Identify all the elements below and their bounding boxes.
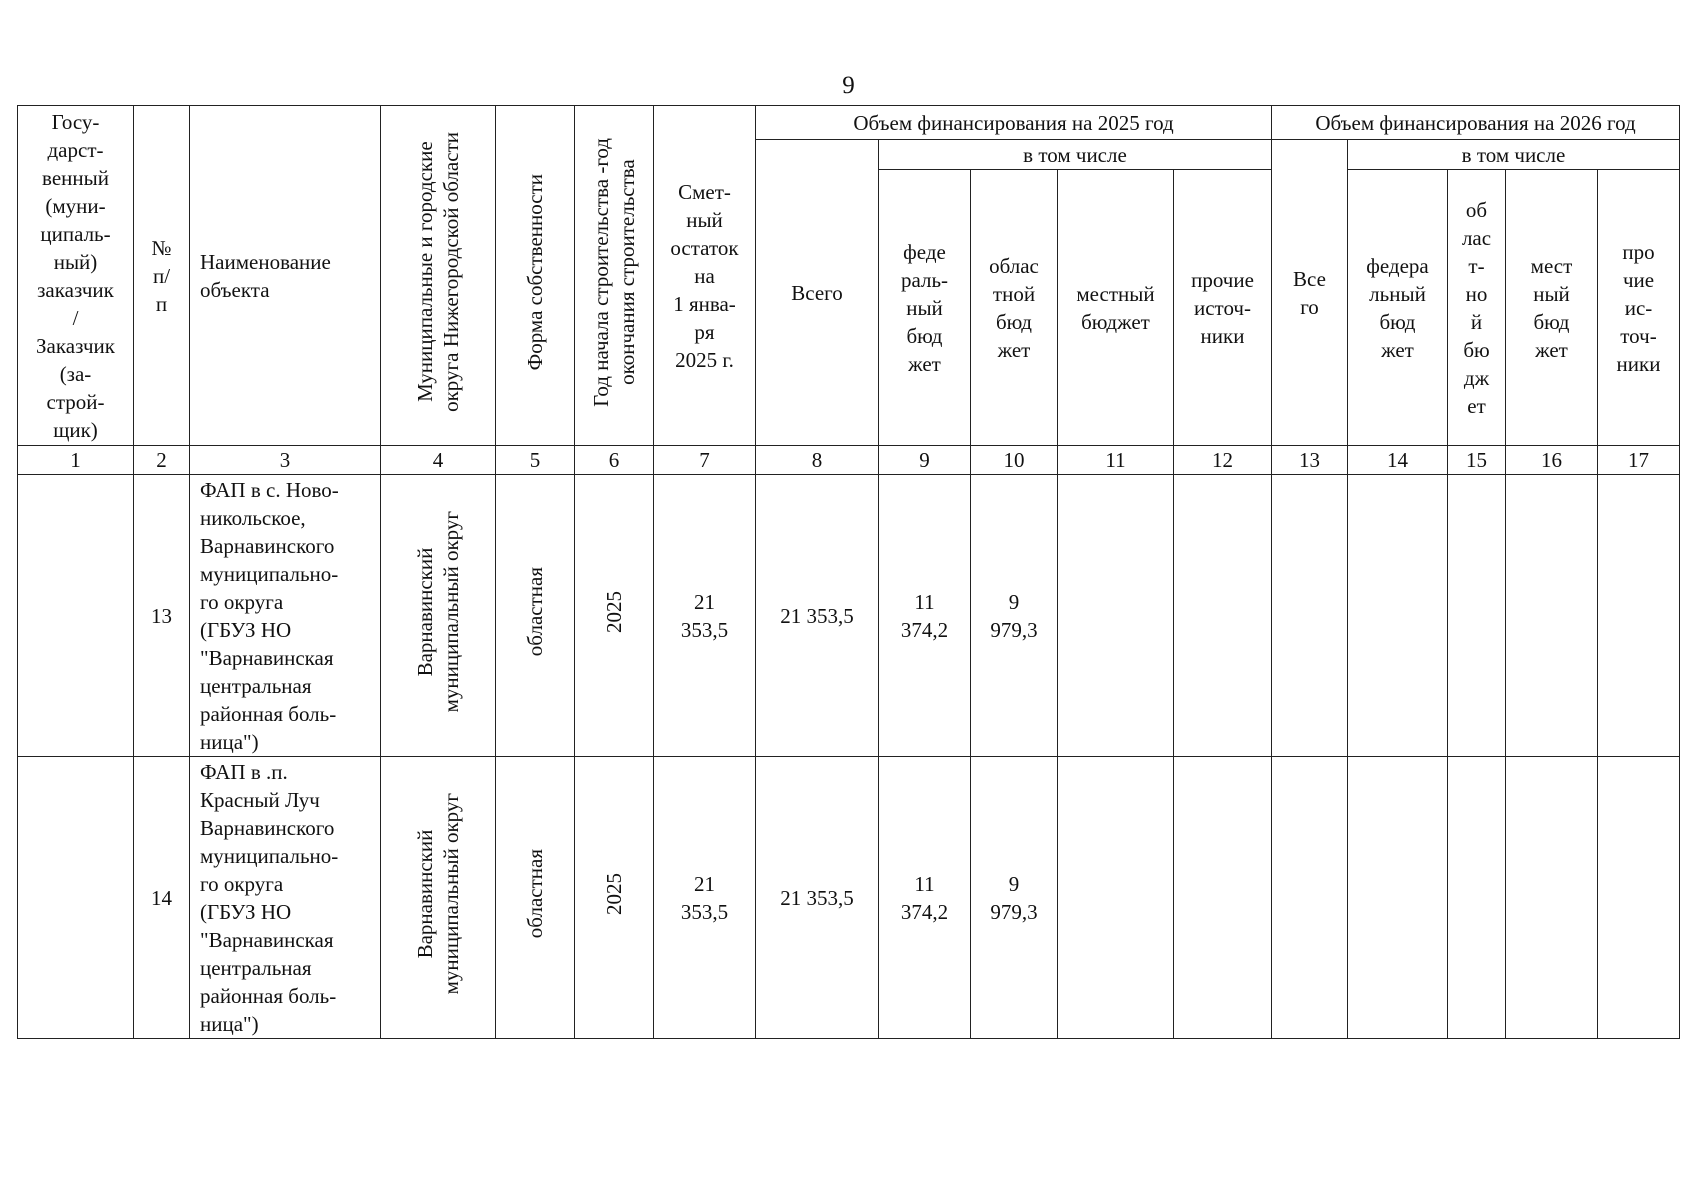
header-balance: Смет- ный остаток на 1 янва- ря 2025 г. [654,106,756,446]
cell-customer [18,757,134,1039]
header-local-2025: местный бюджет [1058,170,1174,446]
cell-object-name: ФАП в с. Ново- никольское, Варнавинского муниципально- го округа (ГБУЗ НО "Варнавинская центральная районная боль- ница") [190,475,381,757]
column-number: 6 [575,446,654,475]
column-number: 2 [134,446,190,475]
cell-total-2025: 21 353,5 [756,475,879,757]
header-ownership [496,106,575,446]
header-fin-2026: Объем финансирования на 2026 год [1272,106,1680,140]
cell-regional-2025: 9 979,3 [971,475,1058,757]
cell-balance: 21 353,5 [654,757,756,1039]
cell-federal-2026 [1348,757,1448,1039]
cell-regional-2026 [1448,757,1506,1039]
cell-municipality-text: Варнавинский муниципальный округ [413,793,463,995]
cell-years [575,757,654,1039]
cell-federal-2025: 11 374,2 [879,475,971,757]
page-number: 9 [842,72,855,99]
header-other-2026: про чие ис- точ- ники [1598,170,1680,446]
header-num: № п/ п [134,106,190,446]
cell-other-2025 [1174,475,1272,757]
cell-years-text: 2025 [602,873,626,915]
header-other-2025: прочие источ- ники [1174,170,1272,446]
header-including-2025: в том числе [879,140,1272,170]
cell-other-2026 [1598,757,1680,1039]
header-regional-2026: об лас т- но й бю дж ет [1448,170,1506,446]
cell-years [575,475,654,757]
cell-local-2026 [1506,475,1598,757]
header-fin-2025: Объем финансирования на 2025 год [756,106,1272,140]
column-number: 16 [1506,446,1598,475]
cell-balance: 21 353,5 [654,475,756,757]
column-number: 17 [1598,446,1680,475]
header-regional-2025: облас тной бюд жет [971,170,1058,446]
cell-other-2025 [1174,757,1272,1039]
column-numbers-row [18,446,1680,475]
header-years-text: Год начала строительства -год окончания строительства [589,137,639,407]
cell-regional-2025: 9 979,3 [971,757,1058,1039]
column-number: 5 [496,446,575,475]
header-municipality-text: Муниципальные и городские округа Нижегородской области [413,132,463,412]
cell-num: 14 [134,757,190,1039]
cell-num: 13 [134,475,190,757]
column-number: 14 [1348,446,1448,475]
header-total-2025: Всего [756,140,879,446]
cell-total-2026 [1272,757,1348,1039]
cell-object-name: ФАП в .п. Красный Луч Варнавинского муниципально- го округа (ГБУЗ НО "Варнавинская центральная районная боль- ница") [190,757,381,1039]
cell-regional-2026 [1448,475,1506,757]
cell-federal-2026 [1348,475,1448,757]
header-object-name: Наименование объекта [190,106,381,446]
column-number: 8 [756,446,879,475]
cell-ownership-text: областная [523,849,547,939]
column-number: 3 [190,446,381,475]
header-customer: Госу- дарст- венный (муни- ципаль- ный) заказчик / Заказчик (за- строй- щик) [18,106,134,446]
cell-local-2025 [1058,475,1174,757]
cell-other-2026 [1598,475,1680,757]
column-number: 9 [879,446,971,475]
financing-table [17,105,1680,1039]
cell-municipality [381,475,496,757]
header-years [575,106,654,446]
header-municipality [381,106,496,446]
cell-municipality-text: Варнавинский муниципальный округ [413,511,463,713]
header-total-2026: Все го [1272,140,1348,446]
column-number: 1 [18,446,134,475]
column-number: 15 [1448,446,1506,475]
header-including-2026: в том числе [1348,140,1680,170]
cell-total-2026 [1272,475,1348,757]
column-number: 13 [1272,446,1348,475]
column-number: 11 [1058,446,1174,475]
cell-customer [18,475,134,757]
column-number: 7 [654,446,756,475]
cell-local-2025 [1058,757,1174,1039]
header-ownership-text: Форма собственности [523,173,547,371]
cell-ownership-text: областная [523,567,547,657]
table-row [18,475,1680,757]
column-number: 12 [1174,446,1272,475]
cell-local-2026 [1506,757,1598,1039]
cell-municipality [381,757,496,1039]
header-federal-2026: федера льный бюд жет [1348,170,1448,446]
column-number: 10 [971,446,1058,475]
table-row [18,757,1680,1039]
header-federal-2025: феде раль- ный бюд жет [879,170,971,446]
header-local-2026: мест ный бюд жет [1506,170,1598,446]
cell-total-2025: 21 353,5 [756,757,879,1039]
column-number: 4 [381,446,496,475]
cell-years-text: 2025 [602,591,626,633]
cell-ownership [496,475,575,757]
cell-ownership [496,757,575,1039]
cell-federal-2025: 11 374,2 [879,757,971,1039]
